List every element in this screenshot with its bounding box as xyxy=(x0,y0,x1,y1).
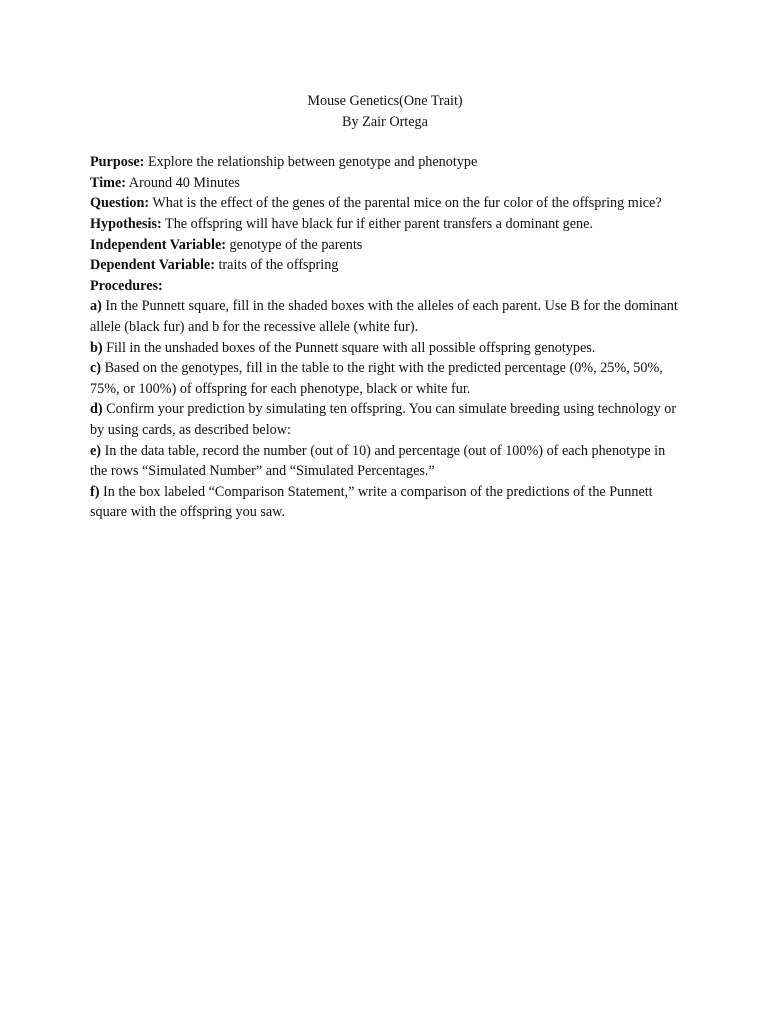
step-text: In the data table, record the number (out of 10) and percentage (out of 100%) of each phenotype in the rows “Simulated Number” and “Simulated Percentages.” xyxy=(90,442,666,480)
field-text: What is the effect of the genes of the parental mice on the fur color of the offspring mice? xyxy=(149,195,662,212)
field-label: Independent Variable: xyxy=(90,236,226,253)
field-independent-variable xyxy=(90,235,680,256)
field-text: The offspring will have black fur if either parent transfers a dominant gene. xyxy=(161,215,593,232)
field-text: traits of the offspring xyxy=(214,257,339,274)
step-text: In the Punnett square, fill in the shaded boxes with the alleles of each parent. Use B for the dominant allele (black fur) and b for the recessive allele (white fur). xyxy=(90,298,678,335)
step-text: In the box labeled “Comparison Statement,” write a comparison of the predictions of the Punnett square with the offspring you saw. xyxy=(90,483,653,521)
field-purpose xyxy=(90,152,680,173)
field-label: Purpose: xyxy=(90,154,145,171)
procedure-step-a xyxy=(90,296,680,337)
field-text: Explore the relationship between genotype and phenotype xyxy=(144,154,478,171)
document-title: Mouse Genetics(One Trait) xyxy=(307,93,463,109)
step-text: Fill in the unshaded boxes of the Punnett square with all possible offspring genotypes. xyxy=(102,339,596,356)
document-page xyxy=(90,91,680,523)
field-hypothesis xyxy=(90,214,680,235)
field-question xyxy=(90,193,680,214)
field-label: Question: xyxy=(90,195,150,212)
field-label: Procedures: xyxy=(90,277,163,294)
step-label: d) xyxy=(90,401,103,418)
step-label: f) xyxy=(90,483,100,500)
field-text: Around 40 Minutes xyxy=(126,174,240,191)
procedure-step-c xyxy=(90,358,680,399)
step-label: b) xyxy=(90,339,103,356)
field-time xyxy=(90,173,680,194)
step-label: e) xyxy=(90,442,102,459)
step-text: Confirm your prediction by simulating ten offspring. You can simulate breeding using technology or by using cards, as described below: xyxy=(90,401,677,438)
step-text: Based on the genotypes, fill in the table to the right with the predicted percentage (0%, 25%, 50%, 75%, or 100%) of offspring for each phenotype, black or white fur. xyxy=(90,360,663,397)
title-block xyxy=(90,91,680,132)
step-label: a) xyxy=(90,298,102,315)
step-label: c) xyxy=(90,360,102,377)
field-label: Time: xyxy=(90,174,126,191)
procedure-step-e xyxy=(90,441,680,482)
field-text: genotype of the parents xyxy=(226,236,363,253)
procedure-step-b xyxy=(90,338,680,359)
document-author: By Zair Ortega xyxy=(342,113,428,130)
field-label: Hypothesis: xyxy=(90,215,162,232)
procedure-step-f xyxy=(90,482,680,523)
procedure-step-d xyxy=(90,399,680,440)
field-procedures xyxy=(90,276,680,297)
field-dependent-variable xyxy=(90,255,680,276)
field-label: Dependent Variable: xyxy=(90,257,215,274)
